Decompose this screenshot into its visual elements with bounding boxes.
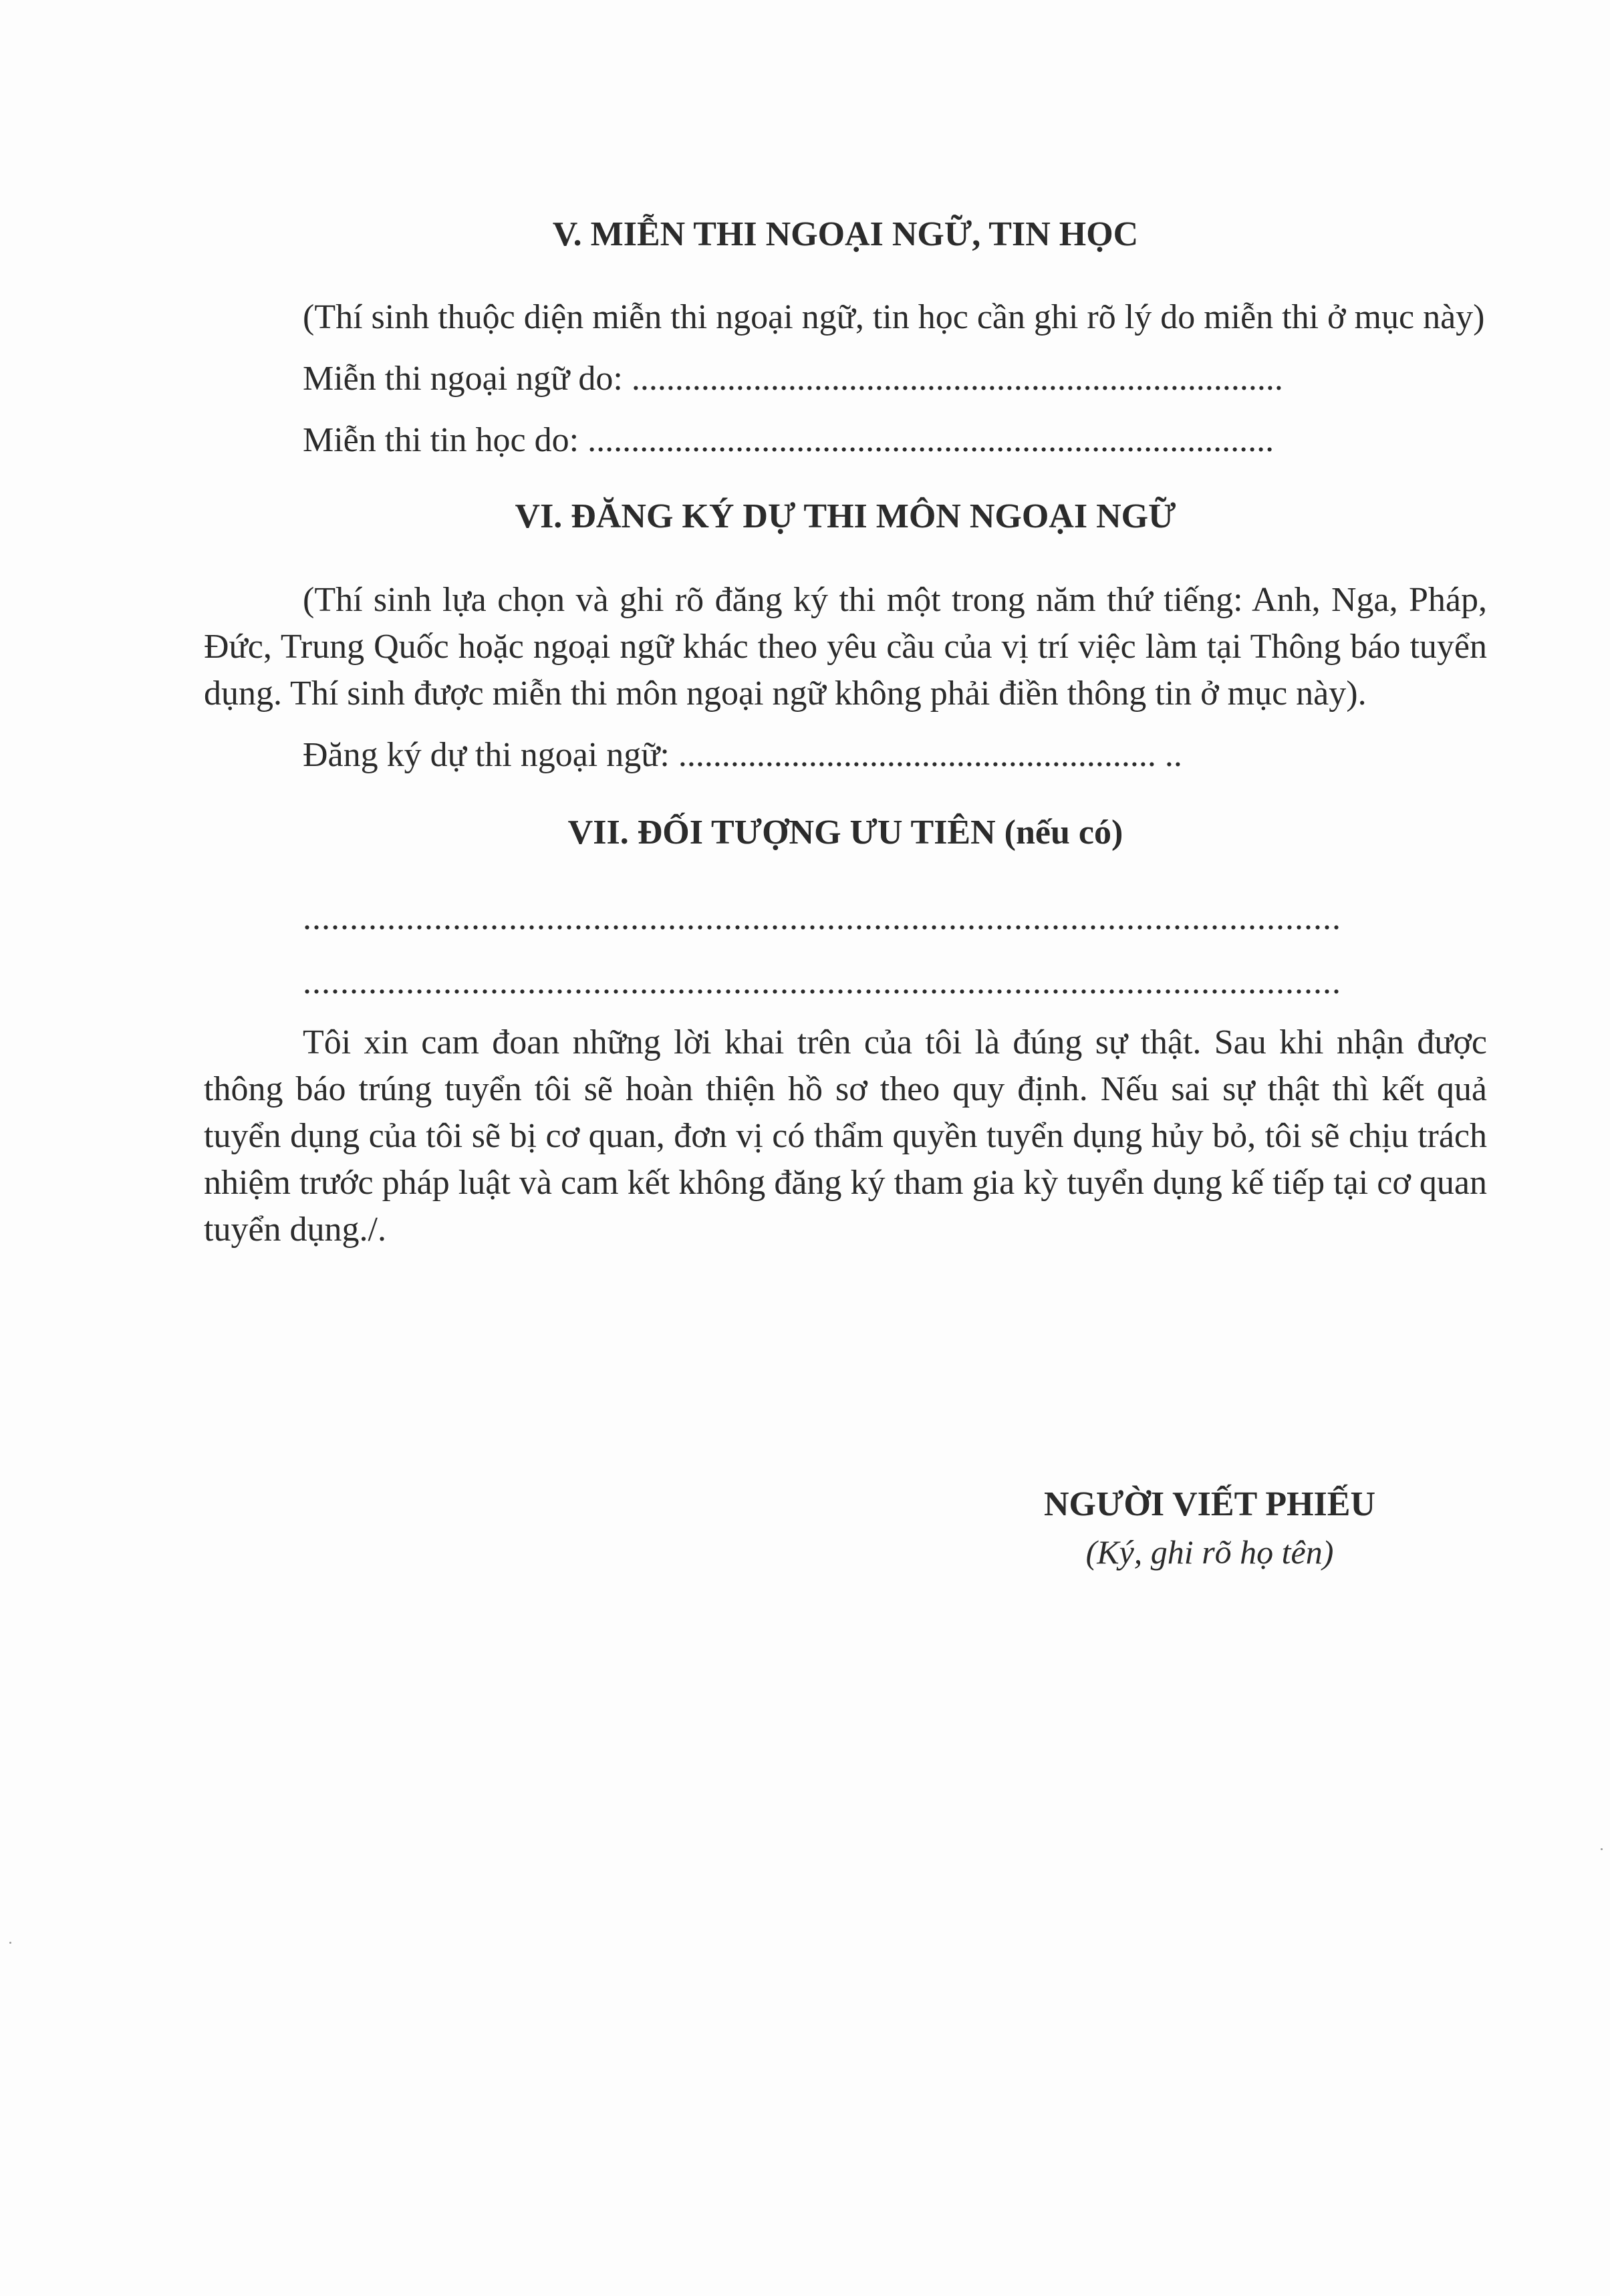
section-7-heading: VII. ĐỐI TƯỢNG ƯU TIÊN (nếu có) <box>567 813 1123 852</box>
declaration-paragraph: Tôi xin cam đoan những lời khai trên của tôi là đúng sự thật. Sau khi nhận được thông báo trúng tuyển tôi sẽ hoàn thiện hồ sơ theo quy định. Nếu sai sự thật thì kết quả tuyển dụng của tôi sẽ bị cơ quan, đơn vị có thẩm quyền tuyển dụng hủy bỏ, tôi sẽ chịu trách nhiệm trước pháp luật và cam kết không đăng ký tham gia kỳ tuyển dụng kế tiếp tại cơ quan tuyển dụng./. <box>204 1023 1487 1249</box>
section-5-heading: V. MIỄN THI NGOẠI NGỮ, TIN HỌC <box>552 215 1139 253</box>
signature-note: (Ký, ghi rõ họ tên) <box>1085 1533 1334 1571</box>
priority-line-2: ............................................................................................................... <box>303 963 1341 1002</box>
priority-line-1: ............................................................................................................... <box>303 899 1341 938</box>
it-exemption-line: Miễn thi tin học do: ............................................................................... <box>303 421 1274 460</box>
section-6-heading: VI. ĐĂNG KÝ DỰ THI MÔN NGOẠI NGỮ <box>515 497 1176 536</box>
foreign-language-exemption-line: Miễn thi ngoại ngữ do: ........................................................................... <box>303 360 1283 398</box>
document-body <box>204 214 1487 1253</box>
language-registration-line: Đăng ký dự thi ngoại ngữ: ....................................................... .. <box>303 735 1182 774</box>
scan-speck <box>1601 1848 1603 1850</box>
signature-title: NGƯỜI VIẾT PHIẾU <box>1043 1485 1376 1523</box>
scan-speck <box>9 1942 11 1944</box>
signature-block <box>936 1481 1484 1575</box>
section-6-instruction: (Thí sinh lựa chọn và ghi rõ đăng ký thi một trong năm thứ tiếng: Anh, Nga, Pháp, Đức, Trung Quốc hoặc ngoại ngữ khác theo yêu cầu của vị trí việc làm tại Thông báo tuyển dụng. Thí sinh được miễn thi môn ngoại ngữ không phải điền thông tin ở mục này). <box>204 580 1487 713</box>
section-5-instruction: (Thí sinh thuộc diện miễn thi ngoại ngữ, tin học cần ghi rõ lý do miễn thi ở mục này) <box>303 298 1485 337</box>
